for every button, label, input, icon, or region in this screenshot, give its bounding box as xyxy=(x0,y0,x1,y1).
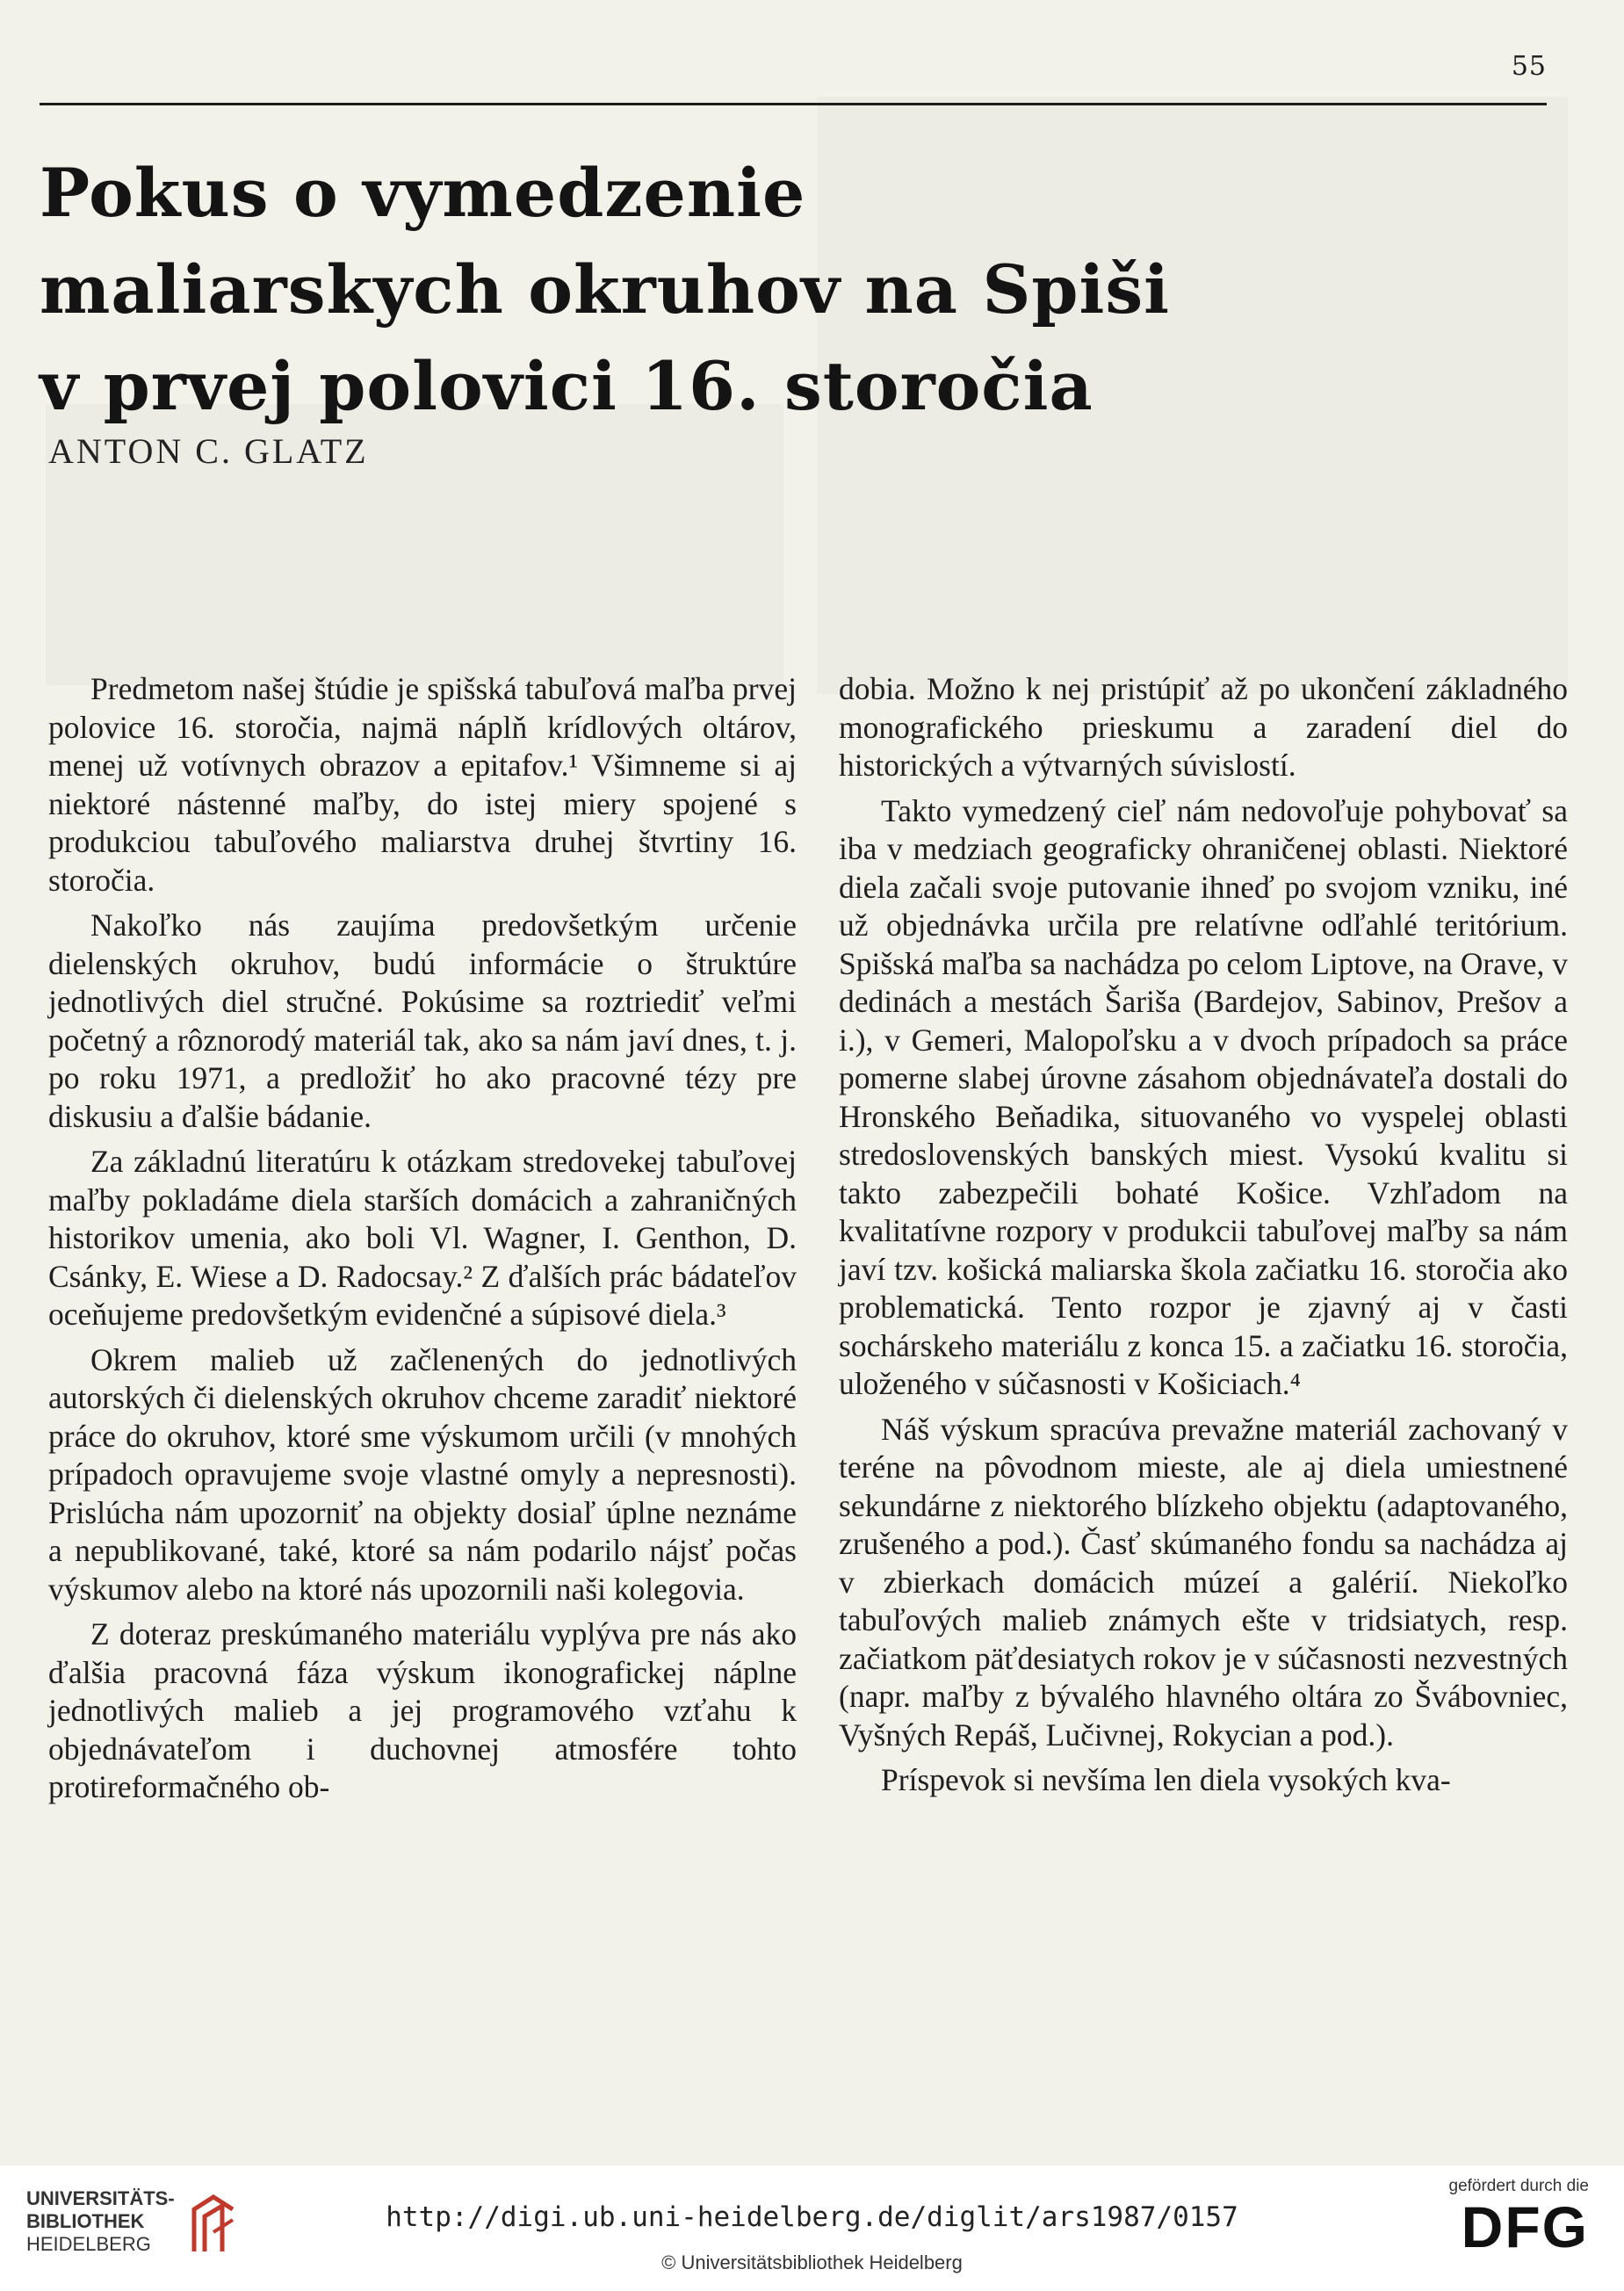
dfg-logo[interactable]: DFG xyxy=(1461,2194,1589,2259)
page-number: 55 xyxy=(1511,51,1547,82)
author-name: ANTON C. GLATZ xyxy=(48,431,369,471)
title-line: maliarskych okruhov na Spiši xyxy=(40,250,1171,329)
right-column xyxy=(839,670,1568,1800)
left-column xyxy=(48,670,797,1807)
paragraph: Okrem malieb už začlenených do jednotlivých autorských či dielenských okruhov chceme zaradiť niektoré práce do okruhov, ktoré sme výskumom určili (v mnohých prípadoch opravujeme svoje vlastné omyly a nepresnosti). Prislúcha nám upozorniť na objekty dosiaľ úplne neznáme a nepublikované, také, ktoré sa nám podarilo nájsť počas výskumov alebo na ktoré nás upozornili naši kolegovia. xyxy=(48,1341,797,1607)
paragraph: Náš výskum spracúva prevažne materiál zachovaný v teréne na pôvodnom mieste, ale aj diela umiestnené sekundárne z niektorého blízkeho objektu (adaptovaného, zrušeného a pod.). Časť skúmaného fondu sa nachádza aj v zbierkach domácich múzeí a galérií. Niekoľko tabuľových malieb známych ešte v tridsiatych, resp. začiatkom päťdesiatych rokov je v súčasnosti nezvestných (napr. maľby z bývalého hlavného oltára zo Švábovniec, Vyšných Repáš, Lučivnej, Rokycian a pod.). xyxy=(839,1411,1568,1753)
paragraph: Nakoľko nás zaujíma predovšetkým určenie dielenských okruhov, budú informácie o štruktúre jednotlivých diel stručné. Pokúsime sa roztriediť veľmi početný a rôznorodý materiál tak, ako sa nám javí dnes, t. j. po roku 1971, a predložiť ho ako pracovné tézy pre diskusiu a ďalšie bádanie. xyxy=(48,907,797,1134)
paragraph: Z doteraz preskúmaného materiálu vyplýva pre nás ako ďalšia pracovná fáza výskum ikonografickej náplne jednotlivých malieb a jej programového vzťahu k objednávateľom i duchovnej atmosfére tohto protireformačného ob- xyxy=(48,1616,797,1804)
library-line: UNIVERSITÄTS- xyxy=(26,2187,175,2209)
paragraph: dobia. Možno k nej pristúpiť až po ukončení základného monografického prieskumu a zaradení diel do historických a výtvarných súvislostí. xyxy=(839,671,1568,783)
paragraph: Za základnú literatúru k otázkam stredovekej tabuľovej maľby pokladáme diela starších domácich a zahraničných historikov umenia, ako boli Vl. Wagner, I. Genthon, D. Csánky, E. Wiese a D. Radocsay.² Z ďalších prác bádateľov oceňujeme predovšetkým evidenčné a súpisové diela.³ xyxy=(48,1144,797,1332)
library-line: HEIDELBERG xyxy=(26,2233,151,2255)
title-line: v prvej polovici 16. storočia xyxy=(40,347,1093,425)
paragraph: Predmetom našej štúdie je spišská tabuľová maľba prvej polovice 16. storočia, najmä náplň krídlových oltárov, menej už votívnych obrazov a epitafov.¹ Všimneme si aj niektoré nástenné maľby, do istej miery spojené s produkciou tabuľového maliarstva druhej štvrtiny 16. storočia. xyxy=(48,671,797,898)
library-line: BIBLIOTHEK xyxy=(26,2210,145,2232)
paragraph: Takto vymedzený cieľ nám nedovoľuje pohybovať sa iba v medziach geograficky ohraničenej oblasti. Niektoré diela začali svoje putovanie ihneď po svojom vzniku, iné už objednávka určila pre relatívne odľahlé teritórium. Spišská maľba sa nachádza po celom Liptove, na Orave, v dedinách a mestách Šariša (Bardejov, Sabinov, Prešov a i.), v Gemeri, Malopoľsku a v dvoch prípadoch sa práce pomerne slabej úrovne zásahom objednávateľa dostali do Hronského Beňadika, situovaného vo vyspelej oblasti stredoslovenských banských miest. Vysokú kvalitu si takto zabezpečili bohaté Košice. Vzhľadom na kvalitatívne rozpory v produkcii tabuľovej maľby sa nám javí tzv. košická maliarska škola začiatku 16. storočia ako problematická. Tento rozpor je zjavný aj v časti sochárskeho materiálu z konca 15. a začiatku 16. storočia, uloženého v súčasnosti v Košiciach.⁴ xyxy=(839,792,1568,1401)
paragraph: Príspevok si nevšíma len diela vysokých kva- xyxy=(881,1762,1451,1797)
funder-block xyxy=(1449,2177,1590,2258)
title-line: Pokus o vymedzenie xyxy=(40,154,806,232)
copyright-notice: © Universitätsbibliothek Heidelberg xyxy=(661,2251,963,2273)
header-rule xyxy=(40,103,1547,105)
funding-note: gefördert durch die xyxy=(1448,2177,1589,2195)
permalink-url[interactable]: http://digi.ub.uni-heidelberg.de/diglit/ars1987/0157 xyxy=(386,2201,1238,2233)
article-title xyxy=(40,145,1533,435)
